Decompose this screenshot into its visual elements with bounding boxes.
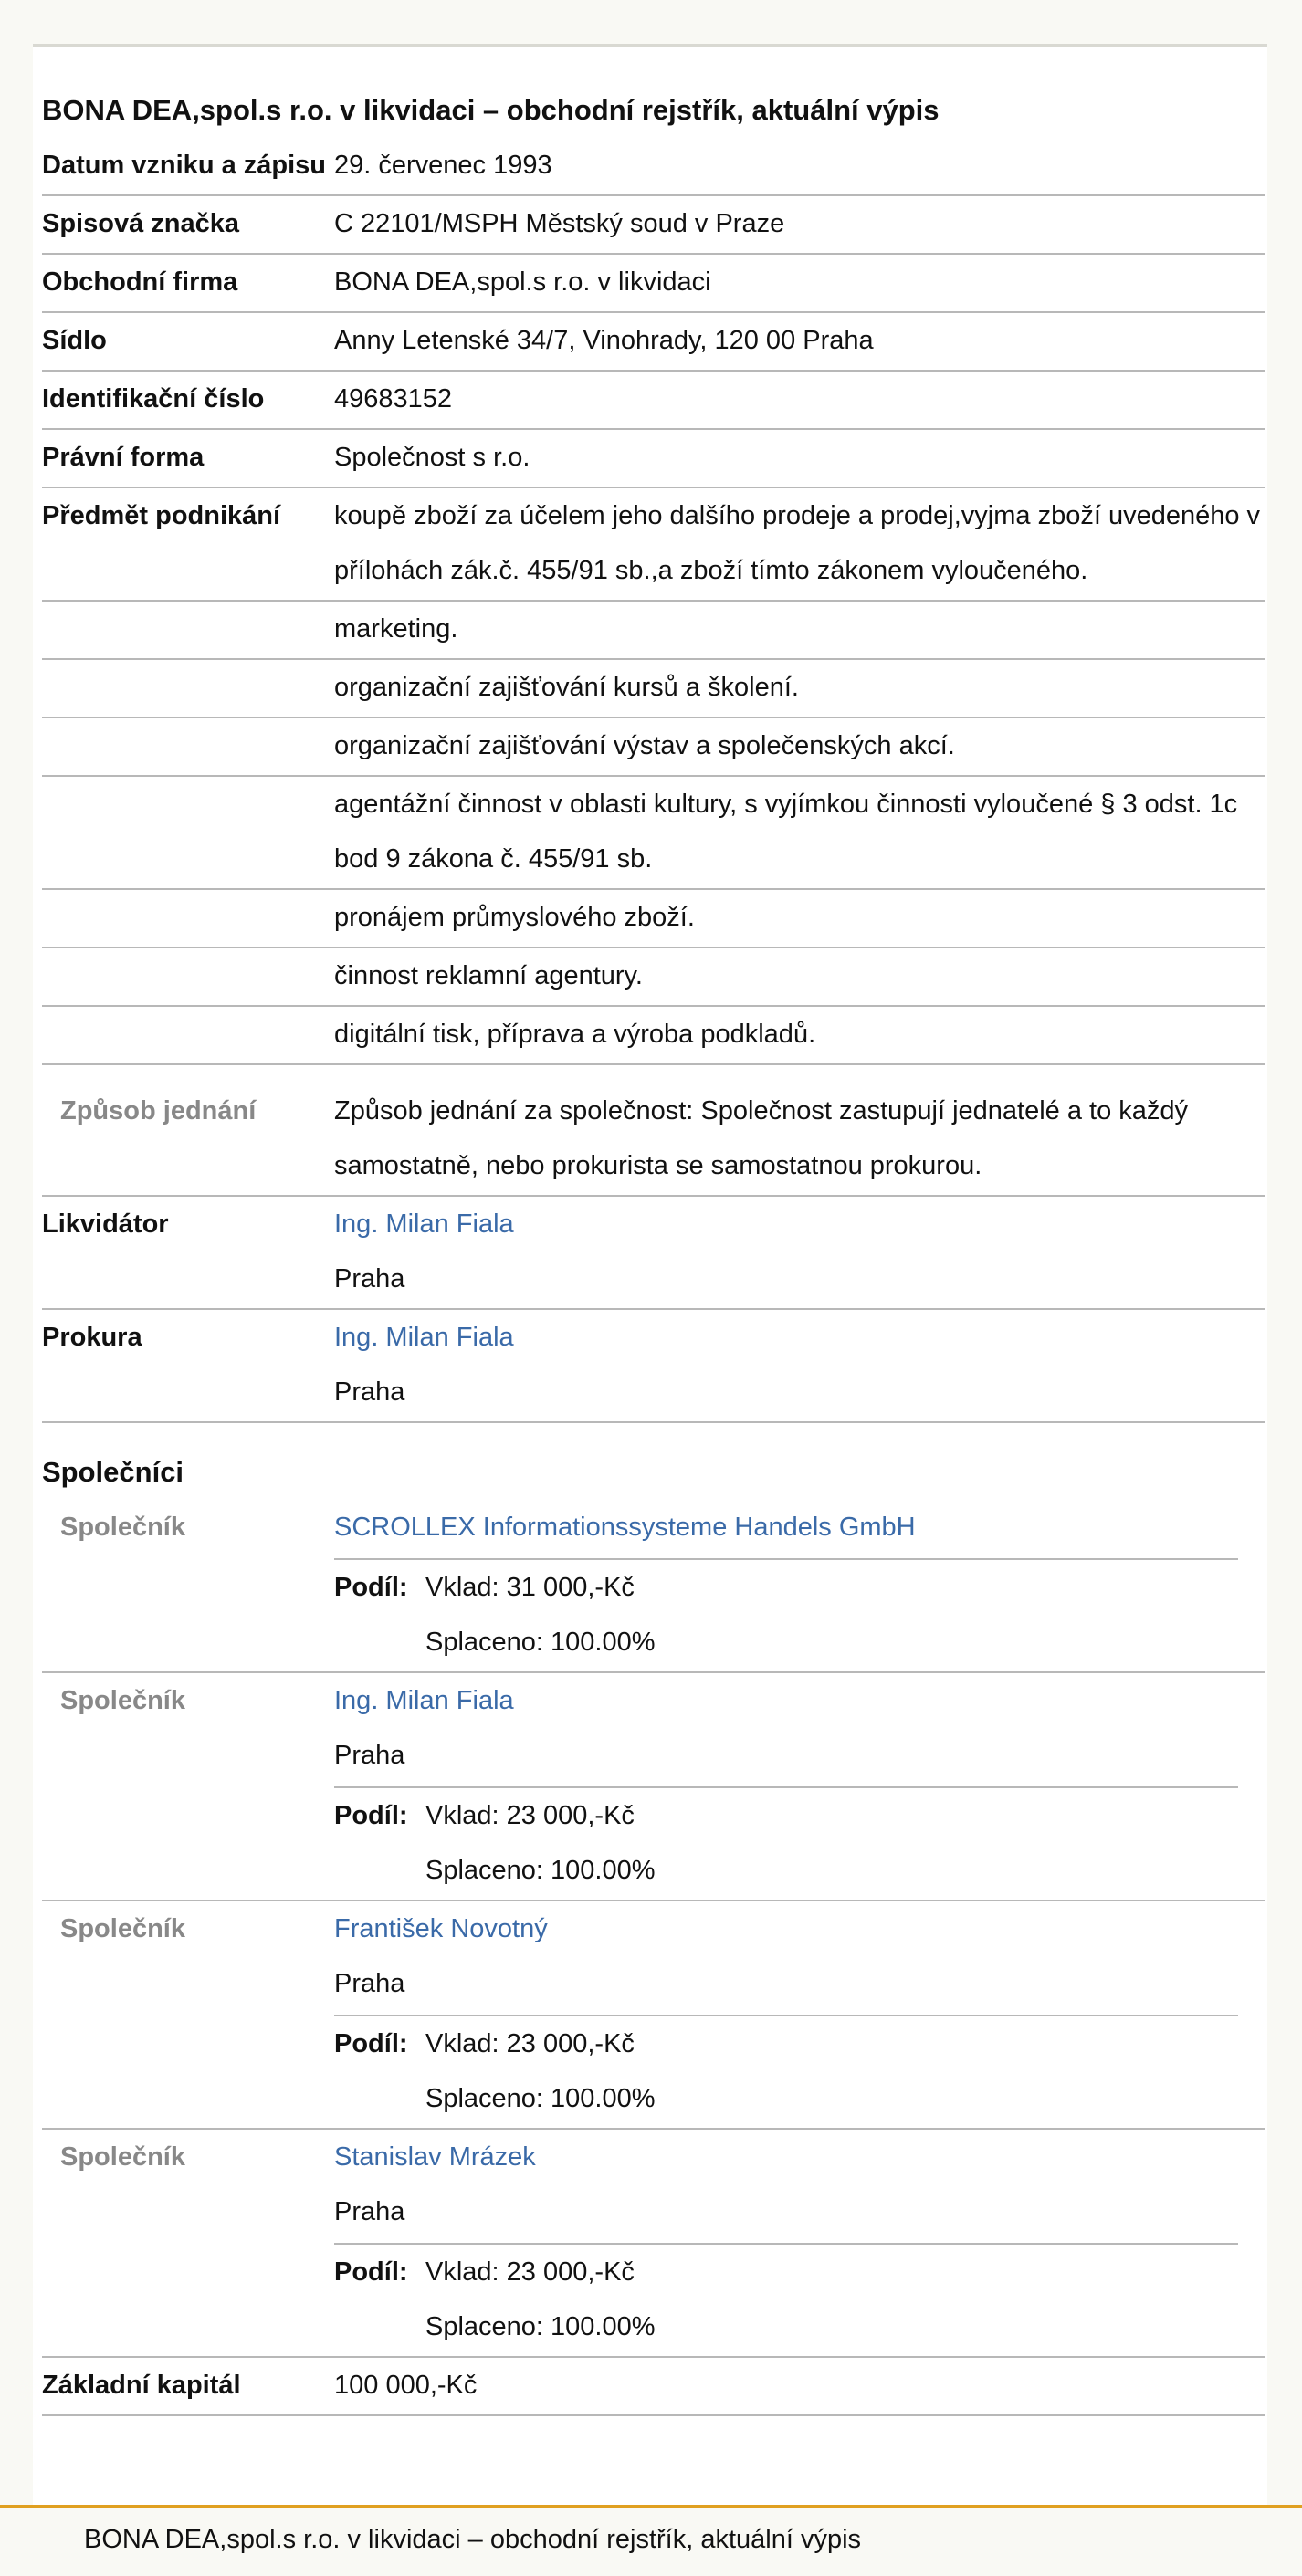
row-predmet-1 bbox=[42, 602, 1265, 660]
splaceno-value: Splaceno: 100.00% bbox=[425, 1856, 656, 1885]
sidlo-label: Sídlo bbox=[42, 326, 107, 355]
partner-city: Praha bbox=[334, 2197, 405, 2226]
share-block bbox=[334, 1788, 1265, 1898]
partner-link[interactable]: Stanislav Mrázek bbox=[334, 2142, 536, 2172]
partner-link[interactable]: SCROLLEX Informationssysteme Handels GmbH bbox=[334, 1513, 916, 1542]
share-block bbox=[334, 2016, 1265, 2126]
row-datum bbox=[42, 138, 1265, 196]
splaceno-value: Splaceno: 100.00% bbox=[425, 2084, 656, 2113]
predmet-item: koupě zboží za účelem jeho dalšího prodeje a prodej,vyjma zboží uvedeného v přílohách zák.č. 455/91 sb.,a zboží tímto zákonem vyloučeného. bbox=[334, 501, 1261, 585]
prokura-link[interactable]: Ing. Milan Fiala bbox=[334, 1323, 514, 1352]
spolecnici-heading: Společníci bbox=[42, 1456, 184, 1488]
partner-label: Společník bbox=[60, 2142, 185, 2172]
likvidator-city: Praha bbox=[334, 1264, 405, 1293]
spisova-value: C 22101/MSPH Městský soud v Praze bbox=[334, 209, 785, 238]
row-predmet-6 bbox=[42, 948, 1265, 1007]
predmet-item: marketing. bbox=[334, 614, 458, 644]
partner-row bbox=[42, 1901, 1265, 2130]
datum-label: Datum vzniku a zápisu bbox=[42, 151, 327, 180]
partner-row bbox=[42, 1500, 1265, 1673]
podil-label: Podíl: bbox=[334, 2257, 408, 2287]
likvidator-link[interactable]: Ing. Milan Fiala bbox=[334, 1209, 514, 1239]
row-predmet-0 bbox=[42, 488, 1265, 602]
footer-text: BONA DEA,spol.s r.o. v likvidaci – obchodní rejstřík, aktuální výpis bbox=[84, 2525, 862, 2554]
zpusob-label: Způsob jednání bbox=[60, 1096, 257, 1126]
podil-label: Podíl: bbox=[334, 1573, 408, 1602]
row-predmet-7 bbox=[42, 1007, 1265, 1065]
partner-label: Společník bbox=[60, 1513, 185, 1542]
likvidator-label: Likvidátor bbox=[42, 1209, 169, 1239]
prokura-city: Praha bbox=[334, 1377, 405, 1407]
partner-label: Společník bbox=[60, 1686, 185, 1715]
vklad-value: Vklad: 23 000,-Kč bbox=[425, 2257, 635, 2287]
vklad-value: Vklad: 23 000,-Kč bbox=[425, 2029, 635, 2058]
splaceno-value: Splaceno: 100.00% bbox=[425, 2312, 656, 2341]
splaceno-value: Splaceno: 100.00% bbox=[425, 1628, 656, 1657]
row-likvidator bbox=[42, 1197, 1265, 1310]
zpusob-value: Způsob jednání za společnost: Společnost zastupují jednatelé a to každý samostatně, nebo prokurista se samostatnou prokurou. bbox=[334, 1096, 1189, 1180]
register-card bbox=[33, 44, 1267, 2522]
row-predmet-5 bbox=[42, 890, 1265, 948]
row-firma bbox=[42, 255, 1265, 313]
partner-row bbox=[42, 2130, 1265, 2358]
row-predmet-3 bbox=[42, 718, 1265, 777]
predmet-item: organizační zajišťování kursů a školení. bbox=[334, 673, 799, 702]
row-predmet-4 bbox=[42, 777, 1265, 890]
partner-label: Společník bbox=[60, 1914, 185, 1943]
predmet-item: činnost reklamní agentury. bbox=[334, 961, 643, 990]
partner-city: Praha bbox=[334, 1741, 405, 1770]
partner-link[interactable]: Ing. Milan Fiala bbox=[334, 1686, 514, 1715]
ico-label: Identifikační číslo bbox=[42, 384, 265, 414]
row-kapital bbox=[42, 2358, 1265, 2416]
vklad-value: Vklad: 23 000,-Kč bbox=[425, 1801, 635, 1830]
forma-value: Společnost s r.o. bbox=[334, 443, 530, 472]
predmet-item: pronájem průmyslového zboží. bbox=[334, 903, 695, 932]
sidlo-value: Anny Letenské 34/7, Vinohrady, 120 00 Praha bbox=[334, 326, 874, 355]
kapital-label: Základní kapitál bbox=[42, 2371, 241, 2400]
page-title: BONA DEA,spol.s r.o. v likvidaci – obchodní rejstřík, aktuální výpis bbox=[42, 94, 940, 126]
register-content bbox=[42, 47, 1265, 2416]
predmet-item: organizační zajišťování výstav a společenských akcí. bbox=[334, 731, 955, 760]
spisova-label: Spisová značka bbox=[42, 209, 239, 238]
predmet-label: Předmět podnikání bbox=[42, 501, 281, 530]
ico-value: 49683152 bbox=[334, 384, 453, 414]
forma-label: Právní forma bbox=[42, 443, 205, 472]
podil-label: Podíl: bbox=[334, 1801, 408, 1830]
podil-label: Podíl: bbox=[334, 2029, 408, 2058]
partner-city: Praha bbox=[334, 1969, 405, 1998]
firma-label: Obchodní firma bbox=[42, 267, 238, 297]
datum-value: 29. červenec 1993 bbox=[334, 151, 552, 180]
row-spisova bbox=[42, 196, 1265, 255]
row-forma bbox=[42, 430, 1265, 488]
row-ico bbox=[42, 372, 1265, 430]
row-zpusob bbox=[42, 1065, 1265, 1197]
firma-value: BONA DEA,spol.s r.o. v likvidaci bbox=[334, 267, 711, 297]
partner-row bbox=[42, 1673, 1265, 1901]
partner-link[interactable]: František Novotný bbox=[334, 1914, 548, 1943]
row-sidlo bbox=[42, 313, 1265, 372]
share-block bbox=[334, 1560, 1265, 1670]
page-footer bbox=[0, 2505, 1302, 2576]
predmet-item: digitální tisk, příprava a výroba podkladů. bbox=[334, 1020, 816, 1049]
row-prokura bbox=[42, 1310, 1265, 1423]
share-block bbox=[334, 2245, 1265, 2354]
row-predmet-2 bbox=[42, 660, 1265, 718]
vklad-value: Vklad: 31 000,-Kč bbox=[425, 1573, 635, 1602]
predmet-item: agentážní činnost v oblasti kultury, s vyjímkou činnosti vyloučené § 3 odst. 1c bod 9 zákona č. 455/91 sb. bbox=[334, 790, 1238, 874]
kapital-value: 100 000,-Kč bbox=[334, 2371, 478, 2400]
prokura-label: Prokura bbox=[42, 1323, 142, 1352]
